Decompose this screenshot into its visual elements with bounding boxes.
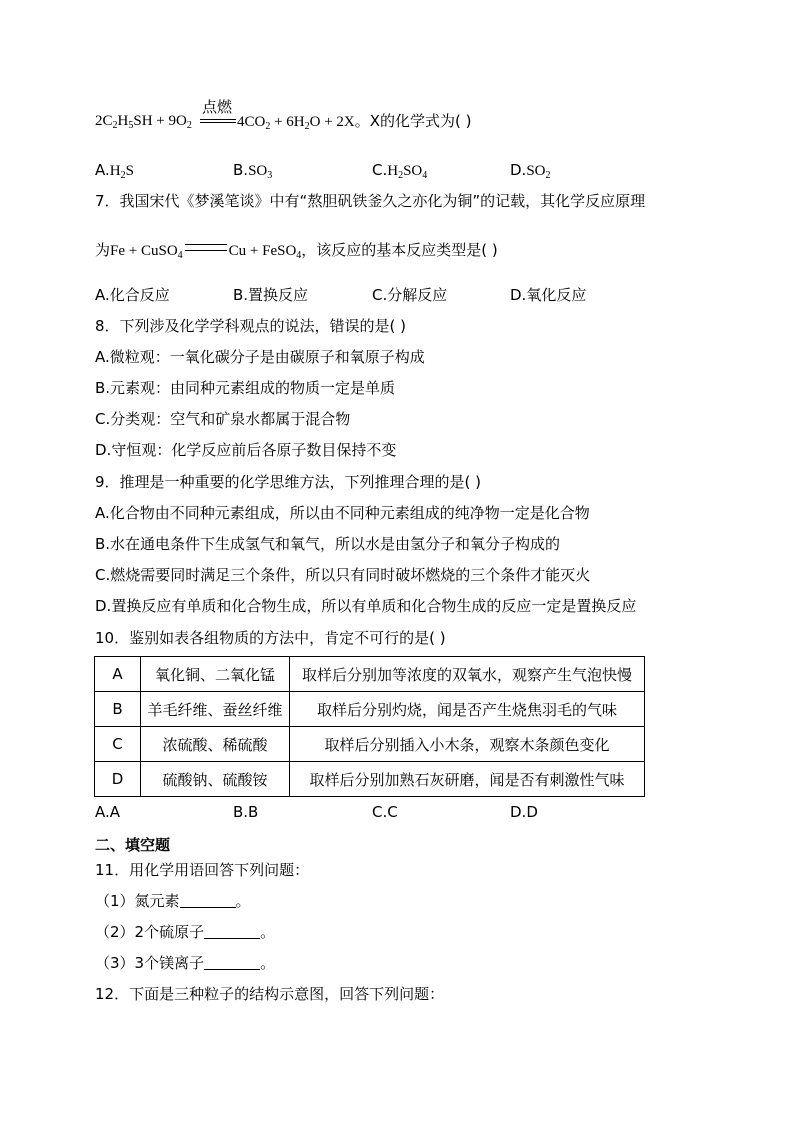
q7-stem-line2: 为Fe + CuSO$_4$ Cu + FeSO$_4$，该反应的基本反应类型是( ) — [95, 241, 498, 261]
q6-option-c[interactable]: $C.H_2SO_4$ — [372, 161, 428, 181]
q7-option-c[interactable]: C.分解反应 — [372, 286, 448, 304]
equation-rhs: $4CO_2 + 6H_2O + 2X$。X的化学式为( ) — [237, 112, 472, 132]
q12-stem: 12．下面是三种粒子的结构示意图，回答下列问题： — [95, 985, 445, 1003]
q10-stem: 10．鉴别如表各组物质的方法中，肯定不可行的是( ) — [95, 629, 446, 647]
q8-option-b[interactable]: B.元素观：由同种元素组成的物质一定是单质 — [95, 379, 396, 397]
row-letter: B — [95, 692, 141, 727]
answer-blank[interactable] — [204, 924, 260, 939]
equation-lhs: $2C_2H_5SH + 9O_2$ — [95, 113, 192, 131]
row-substances: 硫酸钠、硫酸铵 — [141, 762, 290, 797]
q10-option-c[interactable]: C.C — [372, 803, 398, 821]
q7-option-d[interactable]: D.氧化反应 — [510, 286, 587, 304]
q6-option-d[interactable]: $D.SO_2$ — [510, 161, 551, 181]
q9-option-c[interactable]: C.燃烧需要同时满足三个条件，所以只有同时破坏燃烧的三个条件才能灭火 — [95, 566, 591, 584]
section-heading: 二、填空题 — [95, 836, 171, 854]
q8-option-a[interactable]: A.微粒观：一氧化碳分子是由碳原子和氧原子构成 — [95, 348, 425, 366]
q9-stem: 9．推理是一种重要的化学思维方法，下列推理合理的是( ) — [95, 473, 482, 491]
q11-item-3: （3）3个镁离子 。 — [95, 954, 276, 972]
table-row — [95, 692, 645, 727]
q7-stem-line1: 7．我国宋代《梦溪笔谈》中有“熬胆矾铁釜久之亦化为铜”的记载，其化学反应原理 — [95, 192, 646, 210]
row-method: 取样后分别加等浓度的双氧水，观察产生气泡快慢 — [290, 657, 645, 692]
table-row — [95, 762, 645, 797]
row-substances: 羊毛纤维、蚕丝纤维 — [141, 692, 290, 727]
q8-option-c[interactable]: C.分类观：空气和矿泉水都属于混合物 — [95, 410, 351, 428]
q10-option-d[interactable]: D.D — [510, 803, 538, 821]
q11-stem: 11．用化学用语回答下列问题： — [95, 861, 310, 879]
table-row — [95, 657, 645, 692]
row-method: 取样后分别插入小木条，观察木条颜色变化 — [290, 727, 645, 762]
q9-option-a[interactable]: A.化合物由不同种元素组成，所以由不同种元素组成的纯净物一定是化合物 — [95, 504, 590, 522]
q9-option-d[interactable]: D.置换反应有单质和化合物生成，所以有单质和化合物生成的反应一定是置换反应 — [95, 597, 637, 615]
row-substances: 氧化铜、二氧化锰 — [141, 657, 290, 692]
row-method: 取样后分别灼烧，闻是否产生烧焦羽毛的气味 — [290, 692, 645, 727]
q11-item-2: （2）2个硫原子 。 — [95, 923, 276, 941]
q10-option-b[interactable]: B.B — [233, 803, 259, 821]
q6-option-b[interactable]: $B.SO_3$ — [233, 161, 273, 181]
row-letter: C — [95, 727, 141, 762]
q10-table — [94, 656, 645, 797]
q8-stem: 8．下列涉及化学学科观点的说法，错误的是( ) — [95, 317, 407, 335]
table-row — [95, 727, 645, 762]
reaction-condition: 点燃 — [202, 98, 233, 116]
answer-blank[interactable] — [180, 893, 236, 908]
q7-option-a[interactable]: A.化合反应 — [95, 286, 170, 304]
q11-item-1: （1）氮元素 。 — [95, 892, 251, 910]
equation-bar — [200, 119, 236, 120]
q7-option-b[interactable]: B.置换反应 — [233, 286, 309, 304]
row-letter: A — [95, 657, 141, 692]
q6-option-a[interactable]: $A.H_2S$ — [95, 161, 134, 181]
q10-option-a[interactable]: A.A — [95, 803, 121, 821]
row-method: 取样后分别加熟石灰研磨，闻是否有刺激性气味 — [290, 762, 645, 797]
equation-equals-sign — [185, 244, 227, 251]
q8-option-d[interactable]: D.守恒观：化学反应前后各原子数目保持不变 — [95, 441, 397, 459]
row-letter: D — [95, 762, 141, 797]
row-substances: 浓硫酸、稀硫酸 — [141, 727, 290, 762]
equation-bar — [200, 122, 236, 123]
answer-blank[interactable] — [204, 955, 260, 970]
q9-option-b[interactable]: B.水在通电条件下生成氢气和氧气，所以水是由氢分子和氧分子构成的 — [95, 535, 561, 553]
